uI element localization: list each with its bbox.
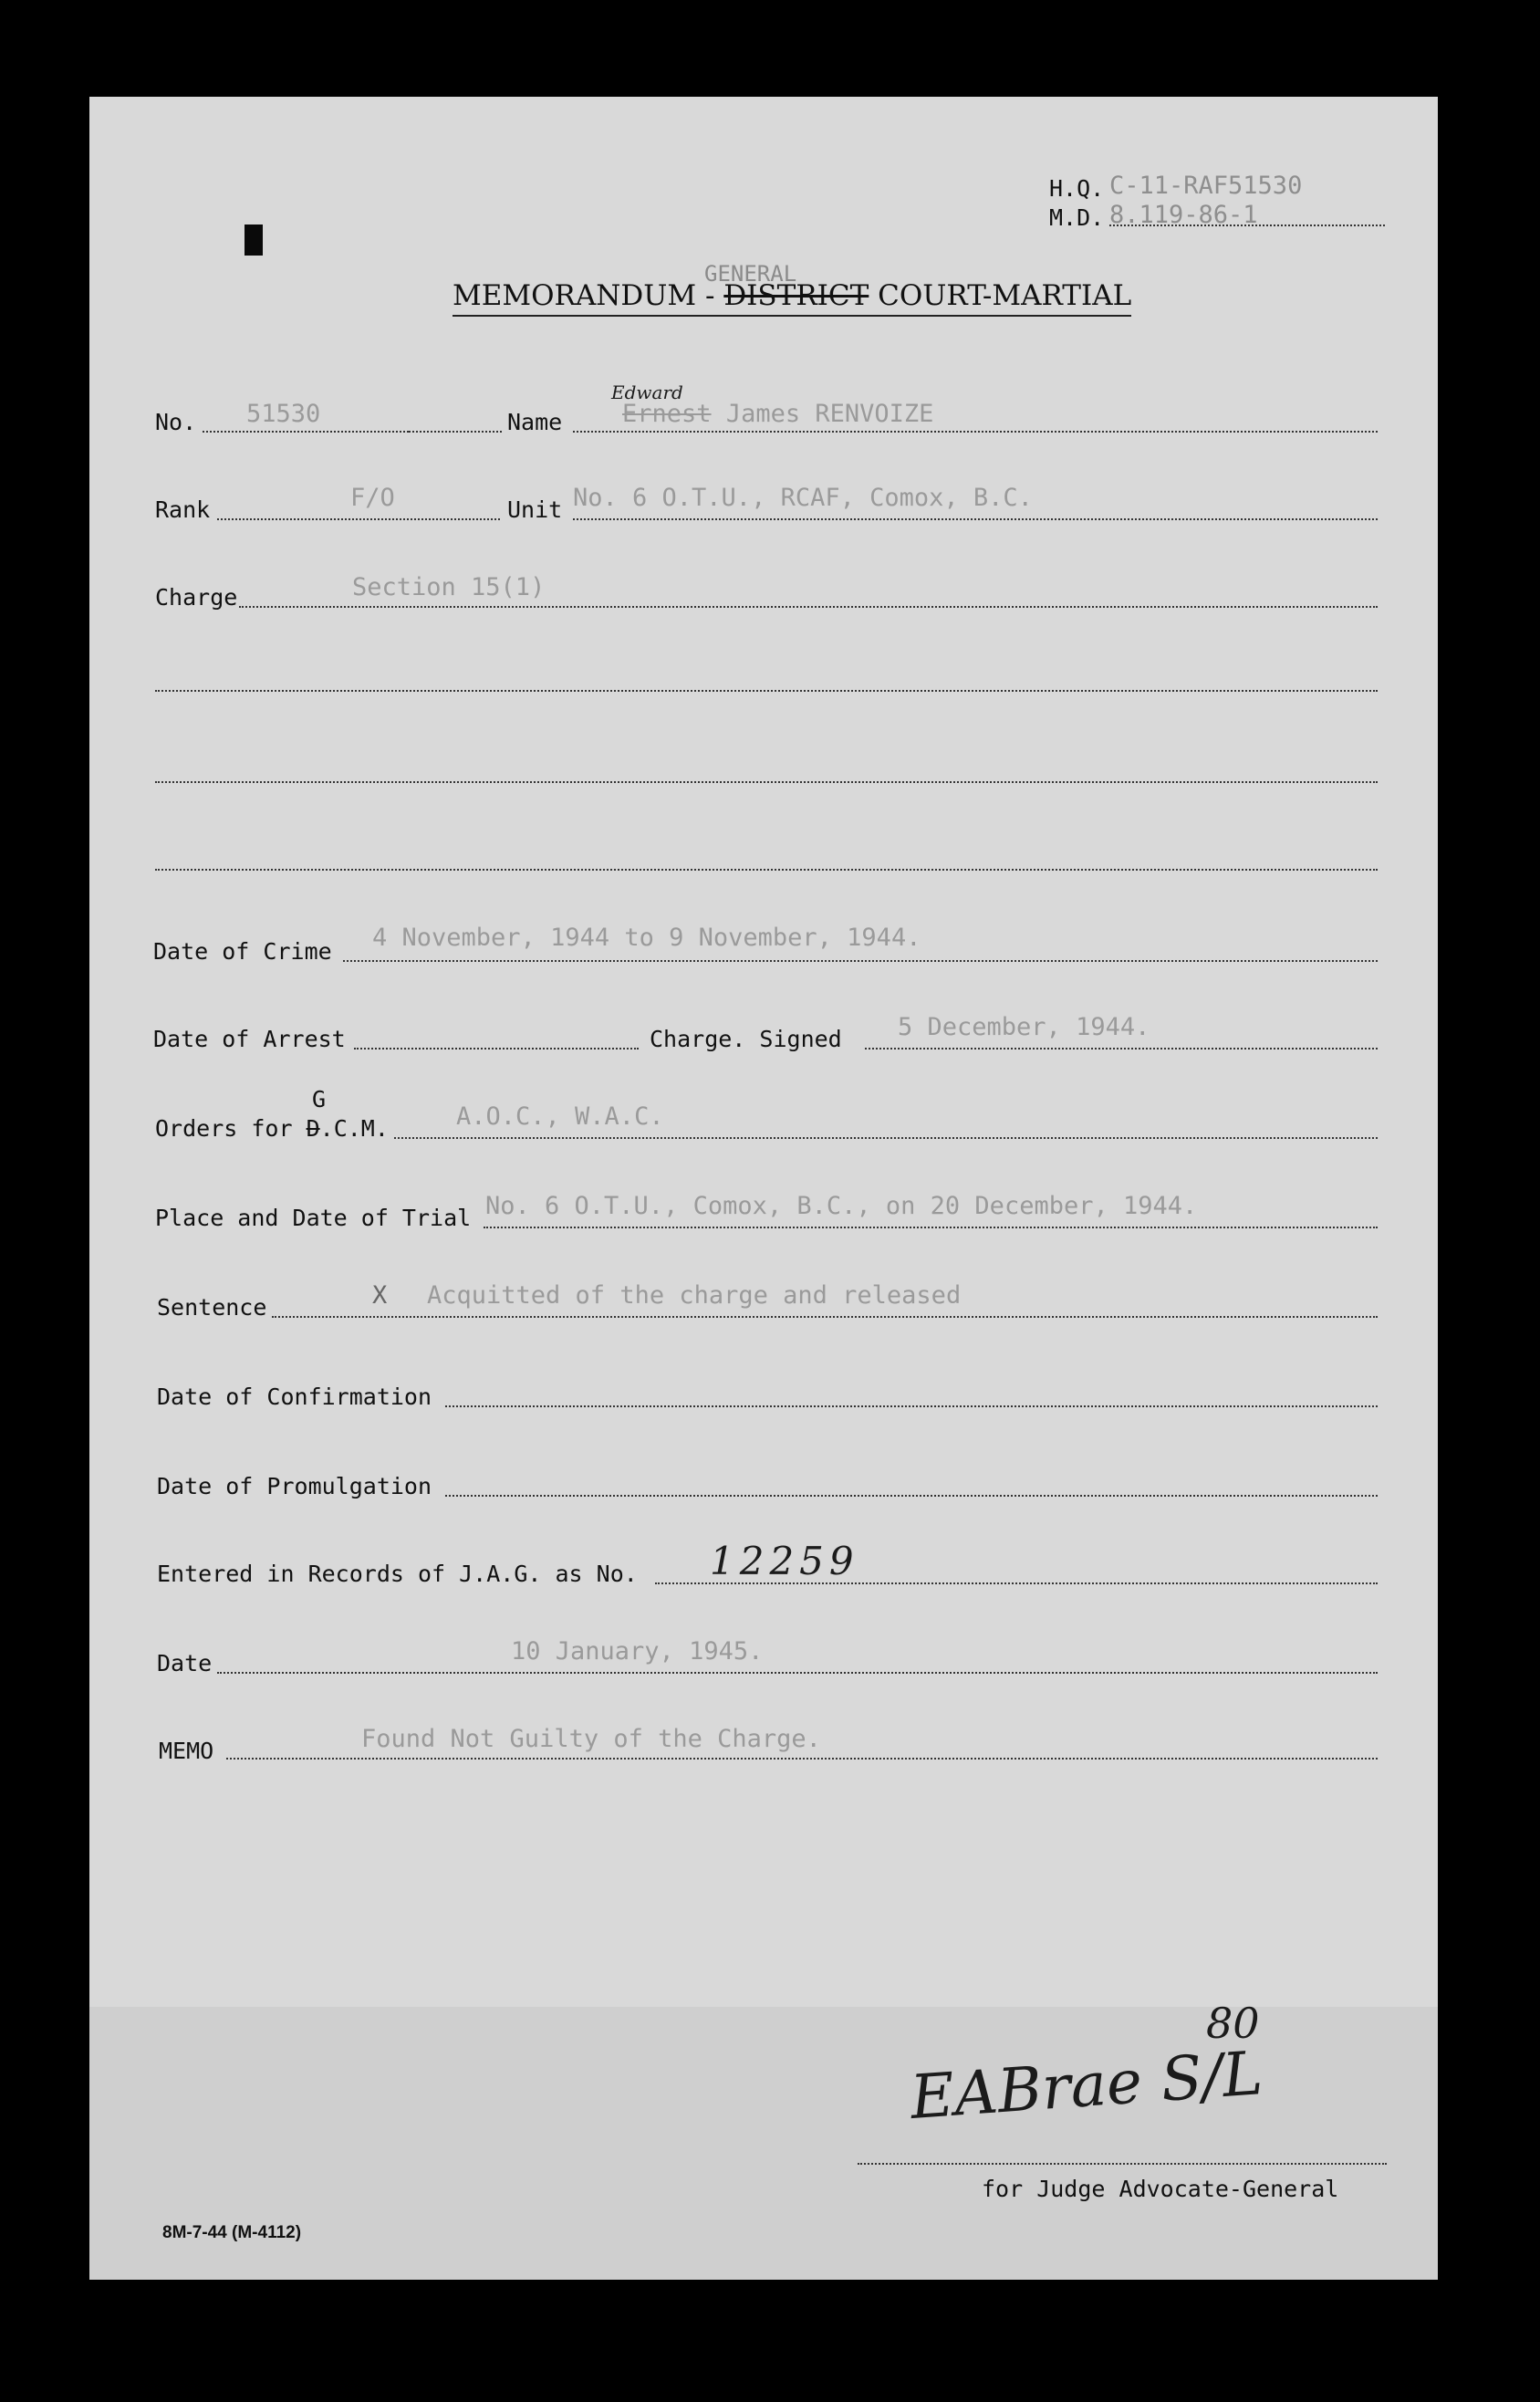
date-of-crime-label: Date of Crime: [153, 938, 332, 965]
md-underline: [1109, 225, 1385, 226]
date-of-arrest-label: Date of Arrest: [153, 1026, 346, 1052]
charge-label: Charge: [155, 584, 238, 611]
memo-label: MEMO: [159, 1738, 214, 1764]
general-correction: GENERAL: [704, 261, 797, 287]
charge-value: Section 15(1): [352, 573, 546, 601]
charge-line: [239, 606, 1378, 608]
memo-line: [226, 1758, 1378, 1760]
confirmation-label: Date of Confirmation: [157, 1384, 432, 1410]
memo-value: Found Not Guilty of the Charge.: [361, 1725, 821, 1753]
confirmation-line: [445, 1405, 1378, 1407]
name-struck: Ernest: [622, 400, 712, 428]
name-rest: James RENVOIZE: [725, 400, 934, 428]
unit-line: [573, 518, 1378, 520]
title-court-martial: COURT-MARTIAL: [878, 279, 1132, 312]
no-value: 51530: [246, 400, 321, 428]
page-number: 80: [1206, 1999, 1260, 2048]
md-value: 8.119-86-1: [1109, 201, 1258, 229]
unit-label: Unit: [507, 496, 563, 523]
jag-label: Entered in Records of J.A.G. as No.: [157, 1561, 638, 1587]
md-label: M.D.: [1049, 204, 1105, 231]
charge-line-4: [155, 869, 1378, 871]
signature-line: [858, 2163, 1387, 2165]
title-district-struck: DISTRICT: [723, 279, 869, 312]
date-value: 10 January, 1945.: [511, 1637, 764, 1666]
punch-mark: [245, 225, 263, 256]
rank-label: Rank: [155, 496, 211, 523]
name-line: [573, 431, 1378, 433]
charge-line-2: [155, 690, 1378, 692]
place-line: [484, 1227, 1378, 1228]
place-label: Place and Date of Trial: [155, 1205, 472, 1231]
charge-signed-label: Charge. Signed: [650, 1026, 842, 1052]
no-gap-line: [409, 431, 502, 433]
sentence-label: Sentence: [157, 1294, 267, 1321]
rank-line: [217, 518, 500, 520]
date-of-arrest-line: [354, 1048, 639, 1050]
no-line: [203, 431, 409, 433]
date-label: Date: [157, 1650, 213, 1676]
orders-cm-text: .C.M.: [319, 1115, 389, 1142]
orders-correction: G: [312, 1086, 327, 1112]
sentence-value: Acquitted of the charge and released: [427, 1281, 962, 1310]
promulgation-label: Date of Promulgation: [157, 1473, 432, 1499]
orders-line: [394, 1137, 1378, 1139]
orders-value: A.O.C., W.A.C.: [456, 1102, 664, 1131]
charge-signed-line: [865, 1048, 1378, 1050]
title-dash: -: [704, 279, 715, 312]
orders-for-text: Orders for: [155, 1115, 293, 1142]
unit-value: No. 6 O.T.U., RCAF, Comox, B.C.: [573, 484, 1033, 512]
orders-d-struck: D: [306, 1115, 320, 1142]
name-value: [622, 400, 933, 428]
form-title: [453, 279, 1131, 317]
signature: EABrae S/L: [908, 2038, 1265, 2133]
sentence-mark: X: [372, 1281, 388, 1310]
charge-line-3: [155, 781, 1378, 783]
hq-value: C-11-RAF51530: [1109, 172, 1303, 200]
title-memorandum: MEMORANDUM: [453, 279, 697, 312]
name-correction: Edward: [611, 381, 683, 403]
signature-caption: for Judge Advocate-General: [982, 2176, 1339, 2202]
rank-value: F/O: [350, 484, 395, 512]
date-of-crime-line: [343, 960, 1378, 962]
hq-label: H.Q.: [1049, 175, 1105, 202]
no-label: No.: [155, 409, 197, 435]
orders-label: [155, 1115, 389, 1142]
form-code: 8M-7-44 (M-4112): [162, 2223, 302, 2242]
date-line: [217, 1672, 1378, 1674]
promulgation-line: [445, 1495, 1378, 1497]
name-label: Name: [507, 409, 563, 435]
place-value: No. 6 O.T.U., Comox, B.C., on 20 December, 1944.: [485, 1192, 1198, 1220]
date-of-crime-value: 4 November, 1944 to 9 November, 1944.: [372, 924, 921, 952]
charge-signed-value: 5 December, 1944.: [898, 1013, 1150, 1041]
jag-value: 12259: [710, 1539, 859, 1583]
sentence-line: [272, 1316, 1378, 1318]
memorandum-page: [89, 97, 1438, 2280]
